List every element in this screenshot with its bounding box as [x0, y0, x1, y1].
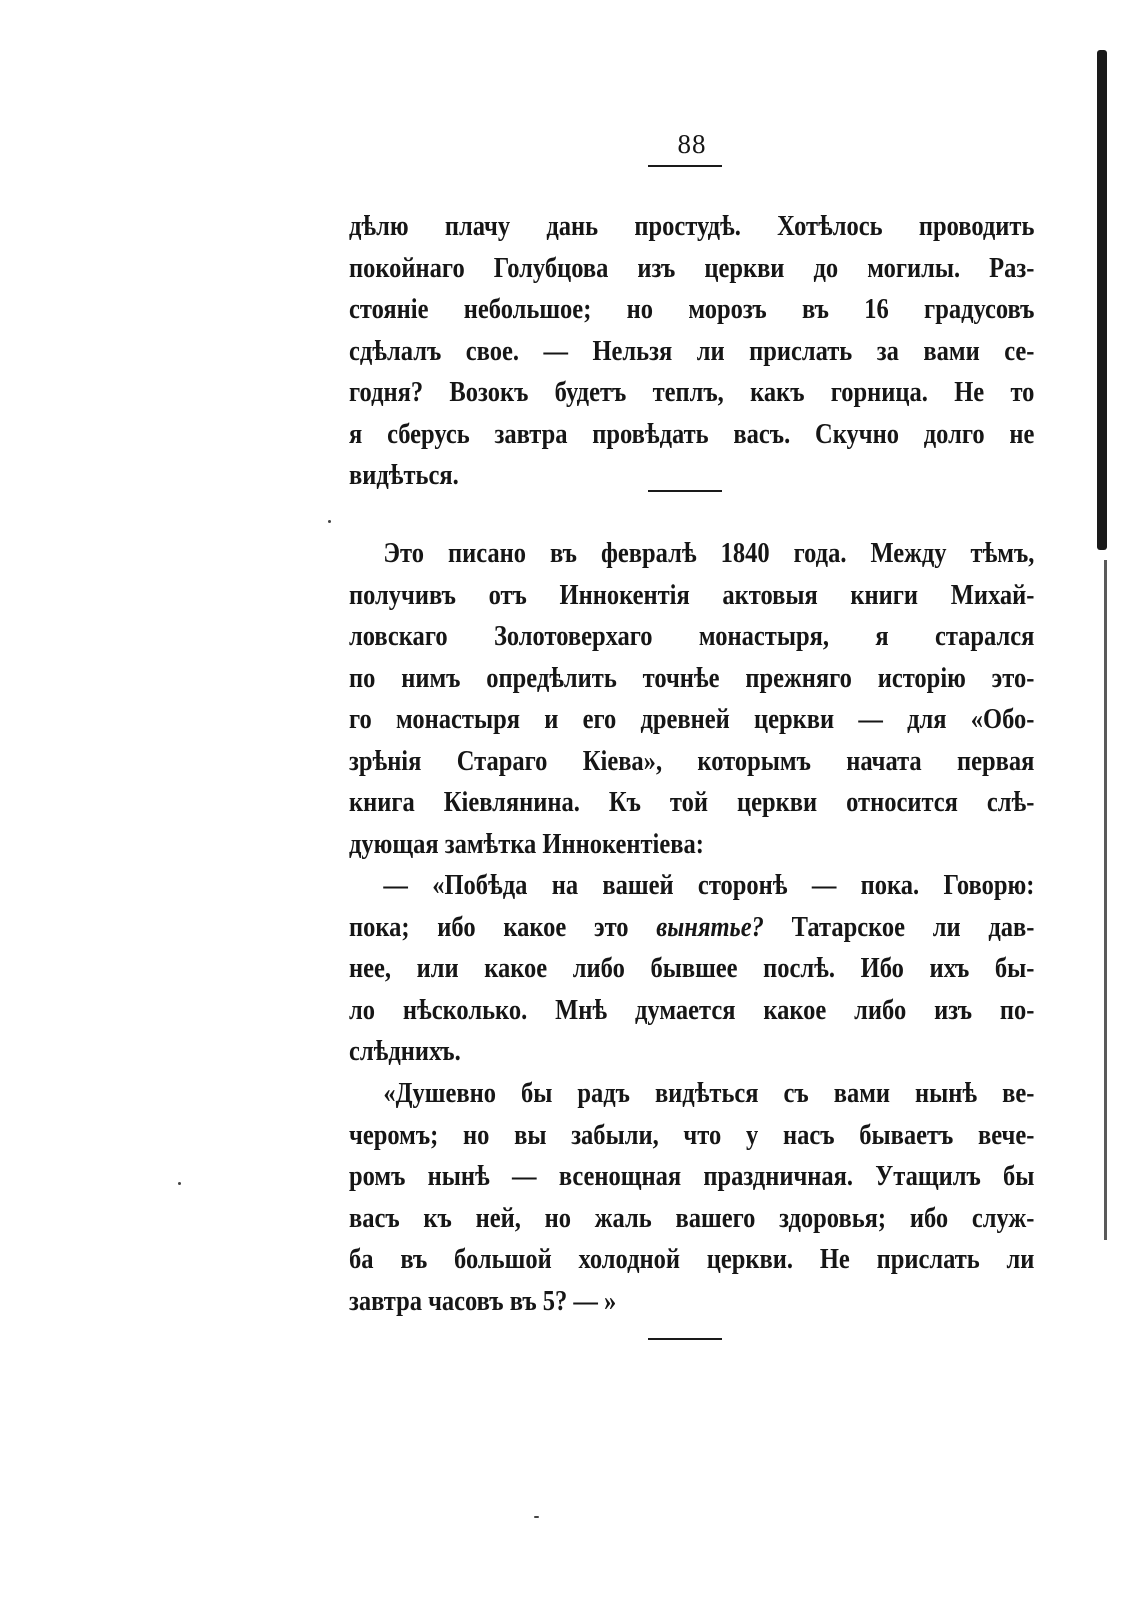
italic-word: вынятье?: [656, 911, 764, 943]
text-line: годня? Возокъ будетъ теплъ, какъ горница. Не то: [349, 377, 1035, 408]
text-line: ромъ нынѣ — всенощная праздничная. Утащилъ бы: [349, 1161, 1035, 1192]
text-line: по нимъ опредѣлить точнѣе прежняго исторію это-: [349, 662, 1035, 694]
text-line: черомъ; но вы забыли, что у насъ бываетъ вече-: [349, 1119, 1035, 1151]
quote-paragraph-1: [349, 865, 1035, 1073]
text-line: ло нѣсколько. Мнѣ думается какое либо изъ по-: [349, 994, 1035, 1026]
text-fragment: пока; ибо какое это: [349, 911, 657, 943]
quote-paragraph-2: [349, 1073, 1035, 1322]
binding-edge-upper: [1097, 50, 1107, 550]
text-line: завтра часовъ въ 5? — »: [349, 1285, 617, 1317]
text-line: я сберусь завтра провѣдать васъ. Скучно долго не: [349, 418, 1035, 450]
section-divider: [648, 490, 722, 492]
text-line: зрѣнія Стараго Кіева», которымъ начата первая: [349, 745, 1035, 777]
text-line: го монастыря и его древней церкви — для «Обо-: [349, 704, 1035, 735]
text-line: — «Побѣда на вашей сторонѣ — пока. Говорю:: [383, 870, 1035, 901]
text-line: васъ къ ней, но жаль вашего здоровья; ибо служ-: [349, 1202, 1035, 1234]
text-line: книга Кіевлянина. Къ той церкви относится слѣ-: [349, 787, 1035, 818]
text-line: [349, 907, 1034, 949]
text-line: стояніе небольшое; но морозъ въ 16 градусовъ: [349, 294, 1035, 325]
text-line: дующая замѣтка Иннокентіева:: [349, 828, 704, 860]
text-line: ловскаго Золотоверхаго монастыря, я старался: [349, 621, 1035, 652]
scan-speck: [178, 1182, 181, 1185]
end-divider: [648, 1338, 722, 1340]
text-line: «Душевно бы радъ видѣться съ вами нынѣ ве-: [383, 1078, 1035, 1109]
page-number-underline: [648, 165, 722, 167]
text-line: слѣднихъ.: [349, 1036, 461, 1067]
text-line: ба въ большой холодной церкви. Не прислать ли: [349, 1244, 1035, 1275]
narrative-paragraph: [349, 533, 1035, 865]
scan-speck: [534, 1516, 539, 1518]
scan-speck: [328, 520, 331, 523]
page-number: 88: [677, 129, 707, 159]
binding-edge-lower: [1104, 560, 1107, 1240]
text-line: Это писано въ февралѣ 1840 года. Между тѣмъ,: [383, 538, 1035, 569]
text-line: дѣлю плачу дань простудѣ. Хотѣлось проводить: [349, 211, 1035, 242]
text-line: покойнаго Голубцова изъ церкви до могилы. Раз-: [349, 252, 1035, 284]
text-line: нее, или какое либо бывшее послѣ. Ибо ихъ бы-: [349, 953, 1035, 984]
text-fragment: Татарское ли дав-: [763, 911, 1035, 943]
text-line: сдѣлалъ свое. — Нельзя ли прислать за вами се-: [349, 335, 1035, 367]
text-line: получивъ отъ Иннокентія актовыя книги Михай-: [349, 579, 1035, 611]
letter-end-paragraph: [349, 206, 1035, 497]
text-line: видѣться.: [349, 460, 459, 491]
